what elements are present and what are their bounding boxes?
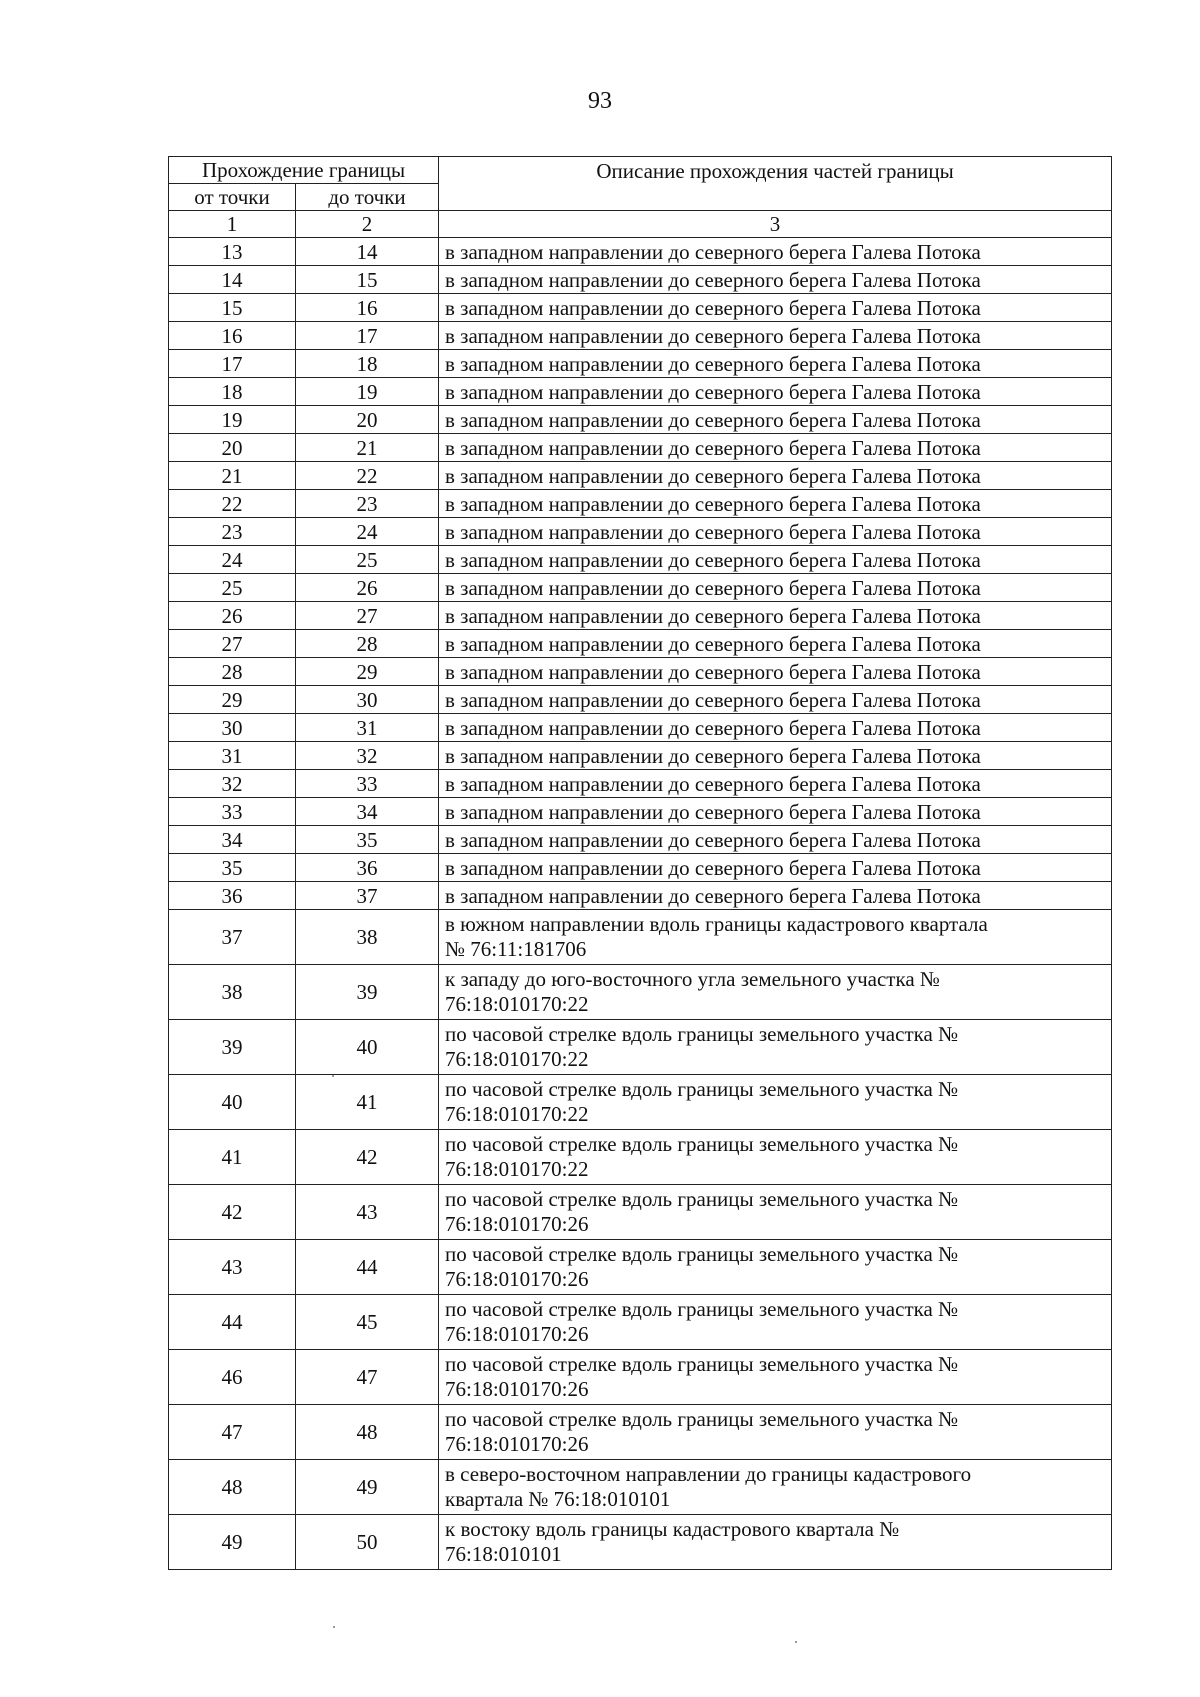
to-point-cell: 48 (296, 1405, 439, 1460)
table-row (169, 1295, 1112, 1350)
table-row (169, 462, 1112, 490)
to-point-cell: 40 (296, 1020, 439, 1075)
description-cell: по часовой стрелке вдоль границы земельного участка № 76:18:010170:22 (439, 1020, 1112, 1075)
description-cell: по часовой стрелке вдоль границы земельного участка № 76:18:010170:26 (439, 1405, 1112, 1460)
to-point-cell: 16 (296, 294, 439, 322)
table-row (169, 518, 1112, 546)
table-row (169, 826, 1112, 854)
table-row (169, 798, 1112, 826)
table-row (169, 1515, 1112, 1570)
from-point-cell: 26 (169, 602, 296, 630)
description-cell: в западном направлении до северного берега Галева Потока (439, 462, 1112, 490)
description-cell: по часовой стрелке вдоль границы земельного участка № 76:18:010170:26 (439, 1240, 1112, 1295)
from-point-cell: 13 (169, 238, 296, 266)
to-point-cell: 50 (296, 1515, 439, 1570)
table-row (169, 350, 1112, 378)
table-row (169, 266, 1112, 294)
header-col3-num: 3 (439, 211, 1112, 238)
table-row (169, 434, 1112, 462)
to-point-cell: 39 (296, 965, 439, 1020)
table-row (169, 322, 1112, 350)
from-point-cell: 39 (169, 1020, 296, 1075)
to-point-cell: 28 (296, 630, 439, 658)
description-cell: по часовой стрелке вдоль границы земельного участка № 76:18:010170:22 (439, 1130, 1112, 1185)
to-point-cell: 31 (296, 714, 439, 742)
description-cell: в западном направлении до северного берега Галева Потока (439, 742, 1112, 770)
table-row (169, 658, 1112, 686)
from-point-cell: 17 (169, 350, 296, 378)
table-row (169, 770, 1112, 798)
to-point-cell: 49 (296, 1460, 439, 1515)
description-cell: в западном направлении до северного берега Галева Потока (439, 630, 1112, 658)
description-cell: в западном направлении до северного берега Галева Потока (439, 406, 1112, 434)
from-point-cell: 24 (169, 546, 296, 574)
from-point-cell: 38 (169, 965, 296, 1020)
from-point-cell: 46 (169, 1350, 296, 1405)
to-point-cell: 25 (296, 546, 439, 574)
description-cell: в западном направлении до северного берега Галева Потока (439, 826, 1112, 854)
from-point-cell: 29 (169, 686, 296, 714)
from-point-cell: 43 (169, 1240, 296, 1295)
header-col2-num: 2 (296, 211, 439, 238)
from-point-cell: 33 (169, 798, 296, 826)
to-point-cell: 23 (296, 490, 439, 518)
from-point-cell: 22 (169, 490, 296, 518)
description-cell: в западном направлении до северного берега Галева Потока (439, 518, 1112, 546)
header-number-row (169, 211, 1112, 238)
table-row (169, 1020, 1112, 1075)
header-from-label: от точки (169, 184, 296, 211)
table-row (169, 1075, 1112, 1130)
description-cell: по часовой стрелке вдоль границы земельного участка № 76:18:010170:26 (439, 1350, 1112, 1405)
description-cell: в западном направлении до северного берега Галева Потока (439, 434, 1112, 462)
description-cell: в западном направлении до северного берега Галева Потока (439, 770, 1112, 798)
description-cell: в западном направлении до северного берега Галева Потока (439, 322, 1112, 350)
table-row (169, 854, 1112, 882)
table-row (169, 490, 1112, 518)
from-point-cell: 42 (169, 1185, 296, 1240)
to-point-cell: 14 (296, 238, 439, 266)
description-cell: в южном направлении вдоль границы кадастрового квартала № 76:11:181706 (439, 910, 1112, 965)
from-point-cell: 18 (169, 378, 296, 406)
header-group-title: Прохождение границы (169, 157, 439, 184)
table-row (169, 294, 1112, 322)
boundary-table (168, 156, 1112, 1570)
to-point-cell: 30 (296, 686, 439, 714)
description-cell: в западном направлении до северного берега Галева Потока (439, 854, 1112, 882)
description-cell: в западном направлении до северного берега Галева Потока (439, 350, 1112, 378)
description-cell: по часовой стрелке вдоль границы земельного участка № 76:18:010170:22 (439, 1075, 1112, 1130)
description-cell: в западном направлении до северного берега Галева Потока (439, 378, 1112, 406)
table-row (169, 1405, 1112, 1460)
description-cell: в северо-восточном направлении до границы кадастрового квартала № 76:18:010101 (439, 1460, 1112, 1515)
from-point-cell: 15 (169, 294, 296, 322)
description-cell: по часовой стрелке вдоль границы земельного участка № 76:18:010170:26 (439, 1295, 1112, 1350)
table-row (169, 378, 1112, 406)
to-point-cell: 42 (296, 1130, 439, 1185)
from-point-cell: 41 (169, 1130, 296, 1185)
to-point-cell: 26 (296, 574, 439, 602)
to-point-cell: 32 (296, 742, 439, 770)
to-point-cell: 41 (296, 1075, 439, 1130)
to-point-cell: 15 (296, 266, 439, 294)
description-cell: в западном направлении до северного берега Галева Потока (439, 546, 1112, 574)
table-row (169, 686, 1112, 714)
header-to-label: до точки (296, 184, 439, 211)
to-point-cell: 36 (296, 854, 439, 882)
from-point-cell: 47 (169, 1405, 296, 1460)
from-point-cell: 28 (169, 658, 296, 686)
header-row (169, 157, 1112, 184)
description-cell: в западном направлении до северного берега Галева Потока (439, 658, 1112, 686)
to-point-cell: 22 (296, 462, 439, 490)
table-row (169, 882, 1112, 910)
from-point-cell: 48 (169, 1460, 296, 1515)
description-cell: к востоку вдоль границы кадастрового квартала № 76:18:010101 (439, 1515, 1112, 1570)
table-row (169, 574, 1112, 602)
from-point-cell: 30 (169, 714, 296, 742)
from-point-cell: 21 (169, 462, 296, 490)
from-point-cell: 31 (169, 742, 296, 770)
description-cell: в западном направлении до северного берега Галева Потока (439, 602, 1112, 630)
to-point-cell: 34 (296, 798, 439, 826)
page-number: 93 (588, 88, 612, 114)
table-row (169, 1350, 1112, 1405)
from-point-cell: 20 (169, 434, 296, 462)
description-cell: в западном направлении до северного берега Галева Потока (439, 574, 1112, 602)
scan-speck (795, 1641, 797, 1643)
to-point-cell: 45 (296, 1295, 439, 1350)
from-point-cell: 23 (169, 518, 296, 546)
from-point-cell: 37 (169, 910, 296, 965)
table-row (169, 546, 1112, 574)
table-row (169, 238, 1112, 266)
to-point-cell: 19 (296, 378, 439, 406)
to-point-cell: 35 (296, 826, 439, 854)
header-col1-num: 1 (169, 211, 296, 238)
table-row (169, 965, 1112, 1020)
description-cell: в западном направлении до северного берега Галева Потока (439, 490, 1112, 518)
table-row (169, 602, 1112, 630)
description-cell: в западном направлении до северного берега Галева Потока (439, 266, 1112, 294)
from-point-cell: 16 (169, 322, 296, 350)
table-row (169, 1130, 1112, 1185)
scan-speck (333, 1626, 335, 1628)
to-point-cell: 17 (296, 322, 439, 350)
from-point-cell: 34 (169, 826, 296, 854)
from-point-cell: 40 (169, 1075, 296, 1130)
from-point-cell: 25 (169, 574, 296, 602)
table-row (169, 1460, 1112, 1515)
to-point-cell: 20 (296, 406, 439, 434)
to-point-cell: 24 (296, 518, 439, 546)
from-point-cell: 32 (169, 770, 296, 798)
description-cell: к западу до юго-восточного угла земельного участка № 76:18:010170:22 (439, 965, 1112, 1020)
description-cell: по часовой стрелке вдоль границы земельного участка № 76:18:010170:26 (439, 1185, 1112, 1240)
table-row (169, 714, 1112, 742)
from-point-cell: 35 (169, 854, 296, 882)
description-cell: в западном направлении до северного берега Галева Потока (439, 798, 1112, 826)
table-row (169, 630, 1112, 658)
to-point-cell: 29 (296, 658, 439, 686)
from-point-cell: 19 (169, 406, 296, 434)
table-row (169, 1240, 1112, 1295)
to-point-cell: 43 (296, 1185, 439, 1240)
description-cell: в западном направлении до северного берега Галева Потока (439, 882, 1112, 910)
from-point-cell: 49 (169, 1515, 296, 1570)
description-cell: в западном направлении до северного берега Галева Потока (439, 714, 1112, 742)
table-row (169, 910, 1112, 965)
table-row (169, 1185, 1112, 1240)
table-row (169, 406, 1112, 434)
from-point-cell: 27 (169, 630, 296, 658)
description-cell: в западном направлении до северного берега Галева Потока (439, 686, 1112, 714)
to-point-cell: 38 (296, 910, 439, 965)
from-point-cell: 44 (169, 1295, 296, 1350)
scan-speck (332, 1075, 334, 1077)
to-point-cell: 47 (296, 1350, 439, 1405)
header-description-title: Описание прохождения частей границы (439, 157, 1112, 211)
to-point-cell: 37 (296, 882, 439, 910)
description-cell: в западном направлении до северного берега Галева Потока (439, 294, 1112, 322)
to-point-cell: 21 (296, 434, 439, 462)
to-point-cell: 33 (296, 770, 439, 798)
table-row (169, 742, 1112, 770)
to-point-cell: 44 (296, 1240, 439, 1295)
from-point-cell: 14 (169, 266, 296, 294)
description-cell: в западном направлении до северного берега Галева Потока (439, 238, 1112, 266)
from-point-cell: 36 (169, 882, 296, 910)
to-point-cell: 18 (296, 350, 439, 378)
to-point-cell: 27 (296, 602, 439, 630)
